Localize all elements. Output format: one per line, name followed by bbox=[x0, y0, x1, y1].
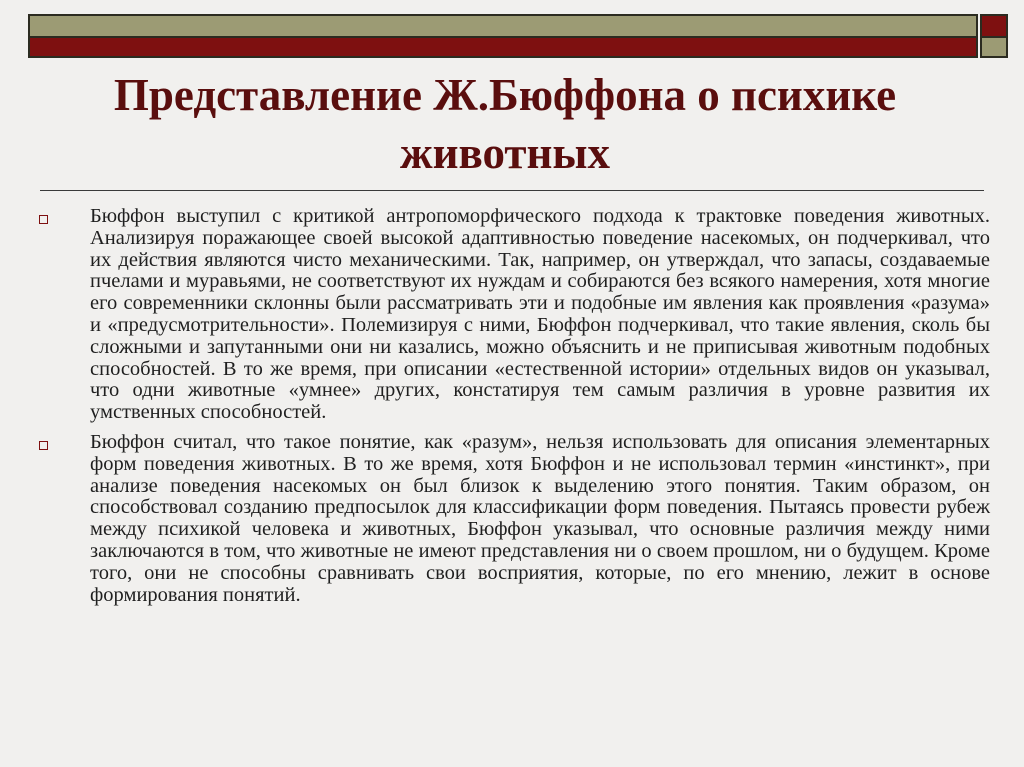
header-bar-olive bbox=[28, 14, 978, 38]
slide-title: Представление Ж.Бюффона о психике животных bbox=[113, 70, 897, 178]
header-square-red bbox=[980, 14, 1008, 38]
bullet-list bbox=[34, 206, 990, 614]
square-bullet-icon bbox=[39, 215, 48, 224]
square-bullet-icon bbox=[39, 441, 48, 450]
header-bar-red bbox=[28, 38, 978, 58]
bullet-item bbox=[34, 432, 990, 606]
bullet-item bbox=[34, 206, 990, 424]
title-divider bbox=[40, 190, 984, 191]
header-square-olive bbox=[980, 38, 1008, 58]
bullet-text: Бюффон выступил с критикой антропоморфического подхода к трактовке поведения животных. Анализируя поражающее своей высокой адаптивностью поведение насекомых, он подчеркивал, что их действия являются чисто механическими. Так, например, он утверждал, что запасы, создаваемые пчелами и муравьями, не соответствуют их нуждам и собираются без всякого намерения, хотя многие его современники склонны были рассматривать эти и подобные им явления как проявления «разума» и «предусмотрительности». Полемизируя с ними, Бюффон подчеркивал, что такие явления, сколь бы сложными и запутанными они ни казались, можно объяснить и не приписывая животным подобных способностей. В то же время, при описании «естественной истории» отдельных видов он указывал, что одни животные «умнее» других, констатируя тем самым различия в уровне развития их умственных способностей. bbox=[90, 205, 990, 424]
bullet-text: Бюффон считал, что такое понятие, как «разум», нельзя использовать для описания элементарных форм поведения животных. В то же время, хотя Бюффон и не использовал термин «инстинкт», при анализе поведения насекомых он был близок к выделению этого понятия. Таким образом, он способствовал созданию предпосылок для классификации форм поведения. Пытаясь провести рубеж между психикой человека и животных, Бюффон указывал, что основные различия между ними заключаются в том, что животные не имеют представления ни о своем прошлом, ни о будущем. Кроме того, они не способны сравнивать свои восприятия, которые, по его мнению, лежит в основе формирования понятий. bbox=[90, 430, 990, 606]
